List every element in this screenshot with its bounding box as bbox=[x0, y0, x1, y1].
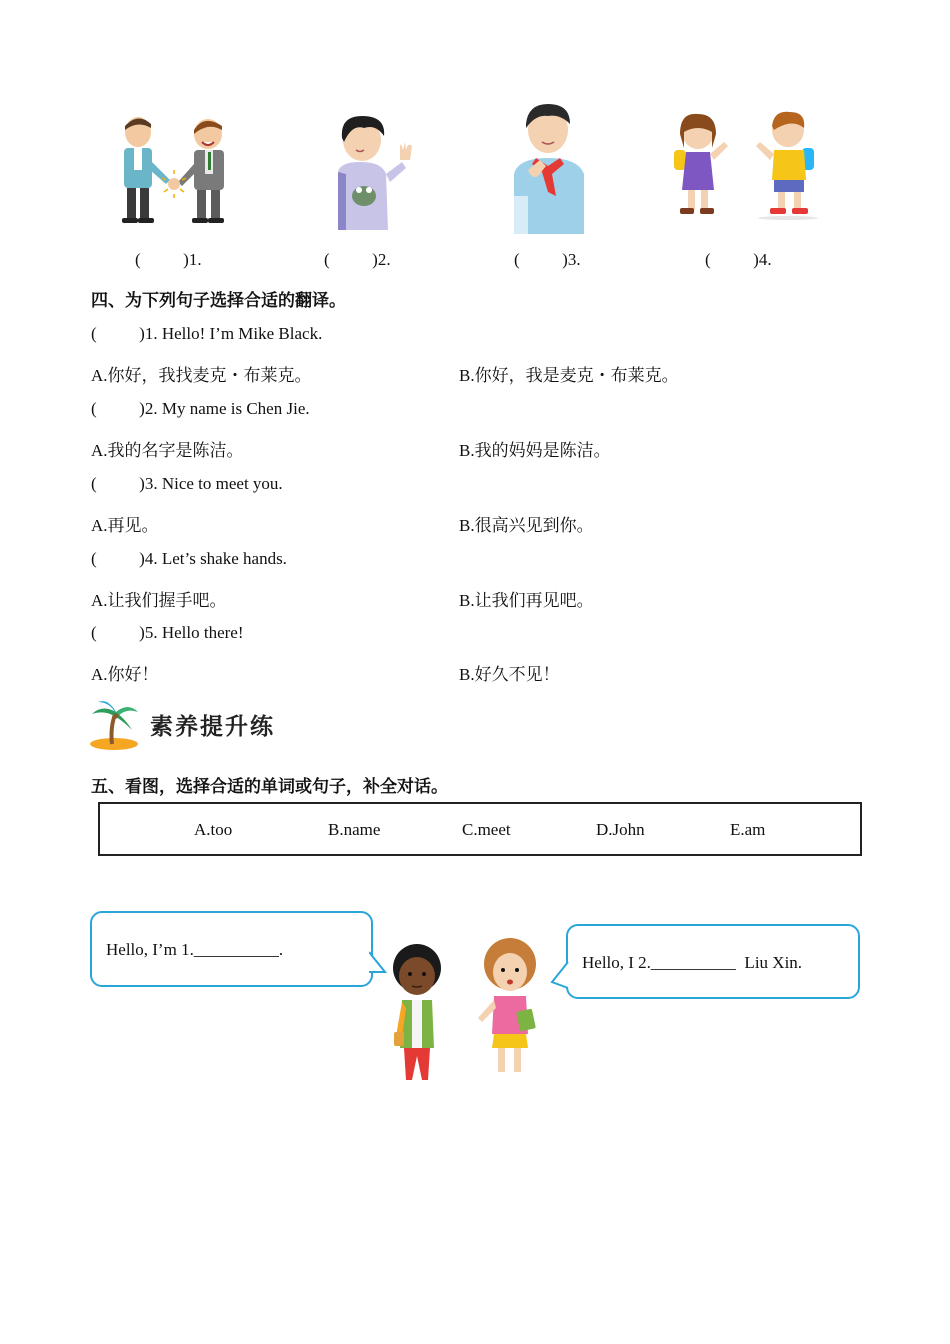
q5-option-a: A.你好！ bbox=[91, 665, 159, 684]
girl-character-icon bbox=[470, 934, 550, 1080]
section-four-heading: 四、为下列句子选择合适的翻译。 bbox=[91, 291, 346, 311]
q4-option-b: B.让我们再见吧。 bbox=[459, 591, 594, 610]
word-option-e: E.am bbox=[730, 820, 766, 839]
q3-option-a: A.再见。 bbox=[91, 516, 159, 535]
handshake-men-icon bbox=[108, 112, 240, 226]
question-3: ( )3. Nice to meet you. bbox=[91, 474, 283, 493]
question-4: ( )4. Let’s shake hands. bbox=[91, 549, 287, 568]
word-option-d: D.John bbox=[596, 820, 645, 839]
word-option-a: A.too bbox=[194, 820, 233, 839]
q4-option-a: A.让我们握手吧。 bbox=[91, 591, 227, 610]
picture-blank-3[interactable]: ( )3. bbox=[514, 250, 581, 269]
question-1: ( )1. Hello! I’m Mike Black. bbox=[91, 324, 323, 343]
q1-option-a: A.你好，我找麦克・布莱克。 bbox=[91, 366, 312, 385]
bubble-tail-right bbox=[550, 960, 570, 992]
word-option-c: C.meet bbox=[462, 820, 511, 839]
section-five-heading: 五、看图，选择合适的单词或句子，补全对话。 bbox=[91, 777, 448, 797]
banner-title: 素养提升练 bbox=[150, 714, 275, 740]
q2-option-b: B.我的妈妈是陈洁。 bbox=[459, 441, 611, 460]
bubble-right-text: Hello, I 2.__________ Liu Xin. bbox=[582, 953, 803, 972]
palm-island-icon bbox=[88, 700, 140, 750]
question-5: ( )5. Hello there! bbox=[91, 623, 244, 642]
boy-character-icon bbox=[384, 940, 450, 1090]
q5-option-b: B.好久不见！ bbox=[459, 665, 560, 684]
picture-blank-1[interactable]: ( )1. bbox=[135, 250, 202, 269]
q2-option-a: A.我的名字是陈洁。 bbox=[91, 441, 244, 460]
picture-blank-2[interactable]: ( )2. bbox=[324, 250, 391, 269]
question-2: ( )2. My name is Chen Jie. bbox=[91, 399, 310, 418]
q3-option-b: B.很高兴见到你。 bbox=[459, 516, 594, 535]
word-bank bbox=[98, 802, 862, 856]
boy-waving-icon bbox=[330, 112, 414, 234]
word-option-b: B.name bbox=[328, 820, 381, 839]
bubble-left-text: Hello, I’m 1.__________. bbox=[106, 940, 284, 959]
young-pioneer-boy-icon bbox=[508, 100, 590, 234]
q1-option-b: B.你好，我是麦克・布莱克。 bbox=[459, 366, 679, 385]
picture-blank-4[interactable]: ( )4. bbox=[705, 250, 772, 269]
kids-waving-icon bbox=[668, 108, 824, 220]
